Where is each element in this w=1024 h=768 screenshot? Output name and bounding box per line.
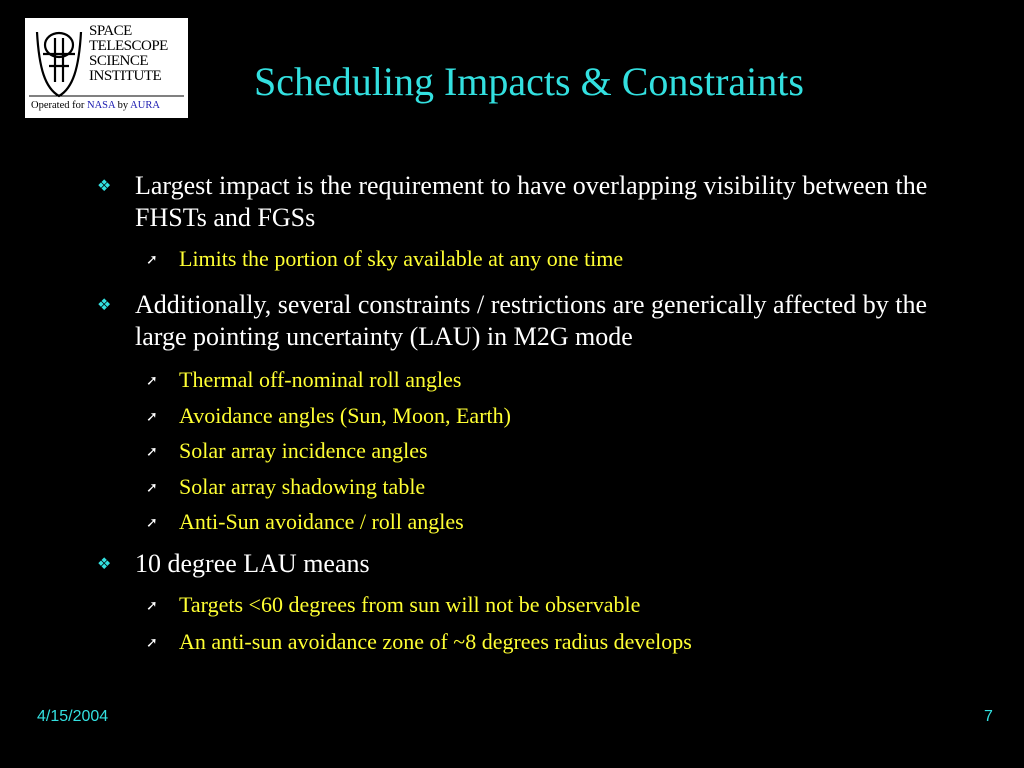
sub-bullet-text: Solar array shadowing table	[179, 474, 426, 499]
page-number: 7	[984, 708, 993, 725]
logo-aura: AURA	[130, 100, 160, 111]
logo-text-science: SCIENCE	[89, 53, 149, 69]
sub-bullet-item	[146, 474, 959, 500]
logo-text-institute: INSTITUTE	[89, 68, 162, 84]
arrow-bullet-icon: ➚	[146, 480, 158, 496]
sub-bullet-item	[146, 438, 959, 464]
arrow-bullet-icon: ➚	[146, 444, 158, 460]
sub-bullet-text: Limits the portion of sky available at any one time	[179, 246, 624, 271]
bullet-text: Additionally, several constraints / restrictions are generically affected by the large pointing uncertainty (LAU) in M2G mode	[135, 290, 927, 351]
sub-bullet-item	[146, 509, 959, 535]
bullet-item	[97, 289, 935, 353]
slide-title: Scheduling Impacts & Constraints	[254, 59, 804, 104]
arrow-bullet-icon: ➚	[146, 635, 158, 651]
sub-bullet-text: Avoidance angles (Sun, Moon, Earth)	[179, 403, 511, 428]
sub-bullet-item	[146, 246, 959, 272]
logo-nasa: NASA	[86, 100, 115, 111]
logo-text-telescope: TELESCOPE	[89, 38, 168, 54]
stsci-logo	[25, 18, 188, 118]
logo-text-space: SPACE	[89, 23, 132, 39]
arrow-bullet-icon: ➚	[146, 252, 158, 268]
diamond-bullet-icon: ❖	[97, 554, 112, 573]
arrow-bullet-icon: ➚	[146, 373, 158, 389]
logo-operated-line	[31, 100, 160, 111]
bullet-text: Largest impact is the requirement to have overlapping visibility between the FHSTs and FGSs	[135, 171, 928, 232]
bullet-item	[97, 170, 935, 234]
diamond-bullet-icon: ❖	[97, 176, 112, 195]
footer-date: 4/15/2004	[37, 708, 109, 725]
diamond-bullet-icon: ❖	[97, 295, 112, 314]
sub-bullet-item	[146, 592, 959, 618]
arrow-bullet-icon: ➚	[146, 598, 158, 614]
sub-bullet-item	[146, 403, 959, 429]
arrow-bullet-icon: ➚	[146, 409, 158, 425]
sub-bullet-text: Thermal off-nominal roll angles	[179, 367, 462, 392]
logo-by: by	[117, 100, 129, 111]
arrow-bullet-icon: ➚	[146, 515, 158, 531]
bullet-item	[97, 548, 935, 580]
logo-operated-prefix: Operated for	[31, 100, 85, 111]
sub-bullet-text: Solar array incidence angles	[179, 438, 428, 463]
sub-bullet-text: Anti-Sun avoidance / roll angles	[179, 509, 464, 534]
sub-bullet-text: An anti-sun avoidance zone of ~8 degrees radius develops	[179, 629, 692, 654]
bullet-text: 10 degree LAU means	[135, 549, 370, 578]
sub-bullet-item	[146, 367, 959, 393]
sub-bullet-text: Targets <60 degrees from sun will not be observable	[179, 592, 641, 617]
sub-bullet-item	[146, 629, 959, 655]
